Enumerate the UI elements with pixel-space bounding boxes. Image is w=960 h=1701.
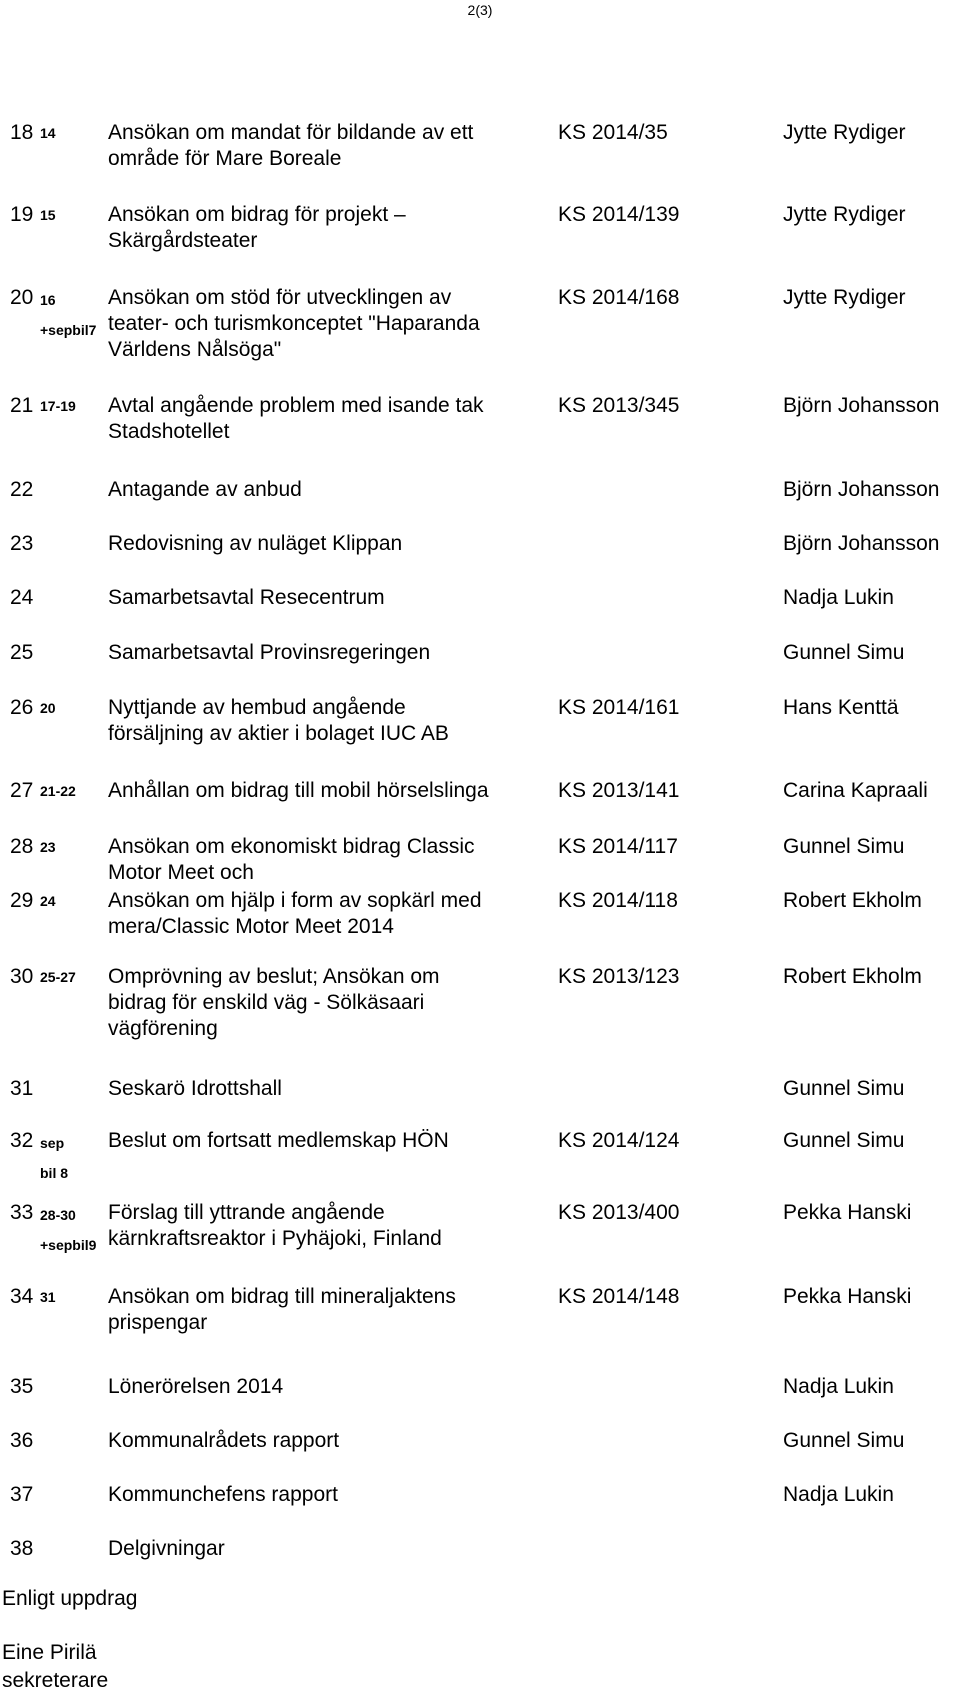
item-title [108,1374,548,1400]
item-title-line: Ansökan om bidrag till mineraljaktens [108,1285,456,1308]
item-title-line: Världens Nålsöga" [108,338,282,361]
item-reference: 14 [40,125,56,141]
item-reference: 21-22 [40,783,76,799]
item-number: 38 [10,1537,34,1560]
item-title [108,1428,548,1454]
item-title-line: teater- och turismkonceptet "Haparanda [108,312,480,335]
item-reference-line: 16 [40,292,56,308]
item-number: 37 [10,1483,34,1506]
item-presenter: Gunnel Simu [783,641,905,664]
item-number: 27 [10,779,34,802]
item-title-line: Stadshotellet [108,420,230,443]
item-case-number: KS 2014/118 [558,889,678,912]
footer-name: Eine Pirilä [2,1641,97,1664]
item-number: 30 [10,965,34,988]
item-title-line: försäljning av aktier i bolaget IUC AB [108,722,449,745]
item-number: 18 [10,121,34,144]
item-title-line: Ansökan om mandat för bildande av ett [108,121,474,144]
item-title [108,695,548,747]
item-number: 35 [10,1375,34,1398]
item-presenter: Nadja Lukin [783,1375,894,1398]
item-presenter: Hans Kenttä [783,696,899,719]
item-case-number: KS 2014/117 [558,835,678,858]
item-presenter: Björn Johansson [783,532,940,555]
item-title-line: Anhållan om bidrag till mobil hörselslinga [108,779,489,802]
item-title-line: Förslag till yttrande angående [108,1201,385,1224]
item-presenter: Jytte Rydiger [783,203,906,226]
item-presenter: Gunnel Simu [783,1429,905,1452]
item-number: 22 [10,478,34,501]
item-presenter: Gunnel Simu [783,1077,905,1100]
item-title [108,1482,548,1508]
item-case-number: KS 2013/345 [558,394,680,417]
item-title [108,834,548,886]
item-title-line: Seskarö Idrottshall [108,1077,282,1100]
item-number: 25 [10,641,34,664]
item-title-line: Kommunchefens rapport [108,1483,338,1506]
item-title [108,778,548,804]
item-title-line: Skärgårdsteater [108,229,258,252]
item-case-number: KS 2014/124 [558,1129,680,1152]
item-title-line: Samarbetsavtal Resecentrum [108,586,385,609]
item-title-line: Kommunalrådets rapport [108,1429,340,1452]
item-reference-line: 28-30 [40,1207,76,1223]
item-reference: 31 [40,1289,56,1305]
item-title-line: vägförening [108,1017,218,1040]
item-number: 28 [10,835,34,858]
item-title-line: Avtal angående problem med isande tak [108,394,484,417]
item-title [108,202,548,254]
item-title-line: Ansökan om bidrag för projekt – [108,203,406,226]
item-number: 19 [10,203,34,226]
footer-closing: Enligt uppdrag [2,1587,138,1610]
item-number: 23 [10,532,34,555]
item-number: 31 [10,1077,34,1100]
item-title-line: Omprövning av beslut; Ansökan om [108,965,440,988]
item-case-number: KS 2013/400 [558,1201,680,1224]
item-title [108,585,548,611]
item-case-number: KS 2014/35 [558,121,668,144]
item-title-line: Antagande av anbud [108,478,302,501]
item-title [108,1128,548,1154]
item-reference: 15 [40,207,56,223]
item-title [108,1076,548,1102]
item-presenter: Jytte Rydiger [783,286,906,309]
item-title-line: mera/Classic Motor Meet 2014 [108,915,394,938]
item-presenter: Nadja Lukin [783,1483,894,1506]
item-presenter: Carina Kapraali [783,779,928,802]
item-reference-line: +sepbil9 [40,1237,97,1253]
item-reference [40,1200,96,1260]
item-reference-line: sep [40,1135,65,1151]
item-number: 20 [10,286,34,309]
item-title-line: Ansökan om hjälp i form av sopkärl med [108,889,482,912]
item-title-line: Nyttjande av hembud angående [108,696,406,719]
footer-role: sekreterare [2,1669,109,1692]
item-presenter: Pekka Hanski [783,1285,912,1308]
item-number: 24 [10,586,34,609]
item-number: 21 [10,394,34,417]
item-reference: 17-19 [40,398,76,414]
item-case-number: KS 2014/139 [558,203,680,226]
item-presenter: Robert Ekholm [783,965,922,988]
item-title [108,964,548,1042]
item-title [108,120,548,172]
item-title-line: Motor Meet och [108,861,254,884]
item-case-number: KS 2014/168 [558,286,680,309]
item-case-number: KS 2014/161 [558,696,680,719]
item-title-line: Delgivningar [108,1537,225,1560]
item-presenter: Björn Johansson [783,394,940,417]
item-title [108,477,548,503]
item-presenter: Gunnel Simu [783,835,905,858]
item-reference: 20 [40,700,56,716]
item-title-line: bidrag för enskild väg - Sölkäsaari [108,991,425,1014]
item-title-line: prispengar [108,1311,208,1334]
item-reference: 25-27 [40,969,76,985]
item-reference [40,1128,68,1188]
item-presenter: Nadja Lukin [783,586,894,609]
item-title-line: Ansökan om stöd för utvecklingen av [108,286,452,309]
item-case-number: KS 2013/123 [558,965,680,988]
item-reference [40,285,96,345]
item-title [108,1536,548,1562]
item-reference-line: bil 8 [40,1165,69,1181]
item-title-line: Ansökan om ekonomiskt bidrag Classic [108,835,475,858]
item-presenter: Robert Ekholm [783,889,922,912]
item-title-line: Lönerörelsen 2014 [108,1375,284,1398]
item-presenter: Björn Johansson [783,478,940,501]
item-title [108,393,548,445]
item-title [108,285,548,363]
item-case-number: KS 2013/141 [558,779,680,802]
item-title-line: kärnkraftsreaktor i Pyhäjoki, Finland [108,1227,442,1250]
item-title [108,1200,548,1252]
page-number: 2(3) [467,2,493,18]
item-reference: 23 [40,839,56,855]
item-title [108,1284,548,1336]
item-number: 29 [10,889,34,912]
item-presenter: Gunnel Simu [783,1129,905,1152]
item-number: 33 [10,1201,34,1224]
item-case-number: KS 2014/148 [558,1285,680,1308]
item-title-line: Beslut om fortsatt medlemskap HÖN [108,1129,449,1152]
item-presenter: Pekka Hanski [783,1201,912,1224]
item-number: 34 [10,1285,34,1308]
item-title-line: Samarbetsavtal Provinsregeringen [108,641,431,664]
item-title [108,888,548,940]
item-title-line: område för Mare Boreale [108,147,342,170]
item-title-line: Redovisning av nuläget Klippan [108,532,403,555]
item-reference: 24 [40,893,56,909]
item-presenter: Jytte Rydiger [783,121,906,144]
item-reference-line: +sepbil7 [40,322,97,338]
item-title [108,640,548,666]
item-number: 26 [10,696,34,719]
item-number: 36 [10,1429,34,1452]
item-number: 32 [10,1129,34,1152]
item-title [108,531,548,557]
